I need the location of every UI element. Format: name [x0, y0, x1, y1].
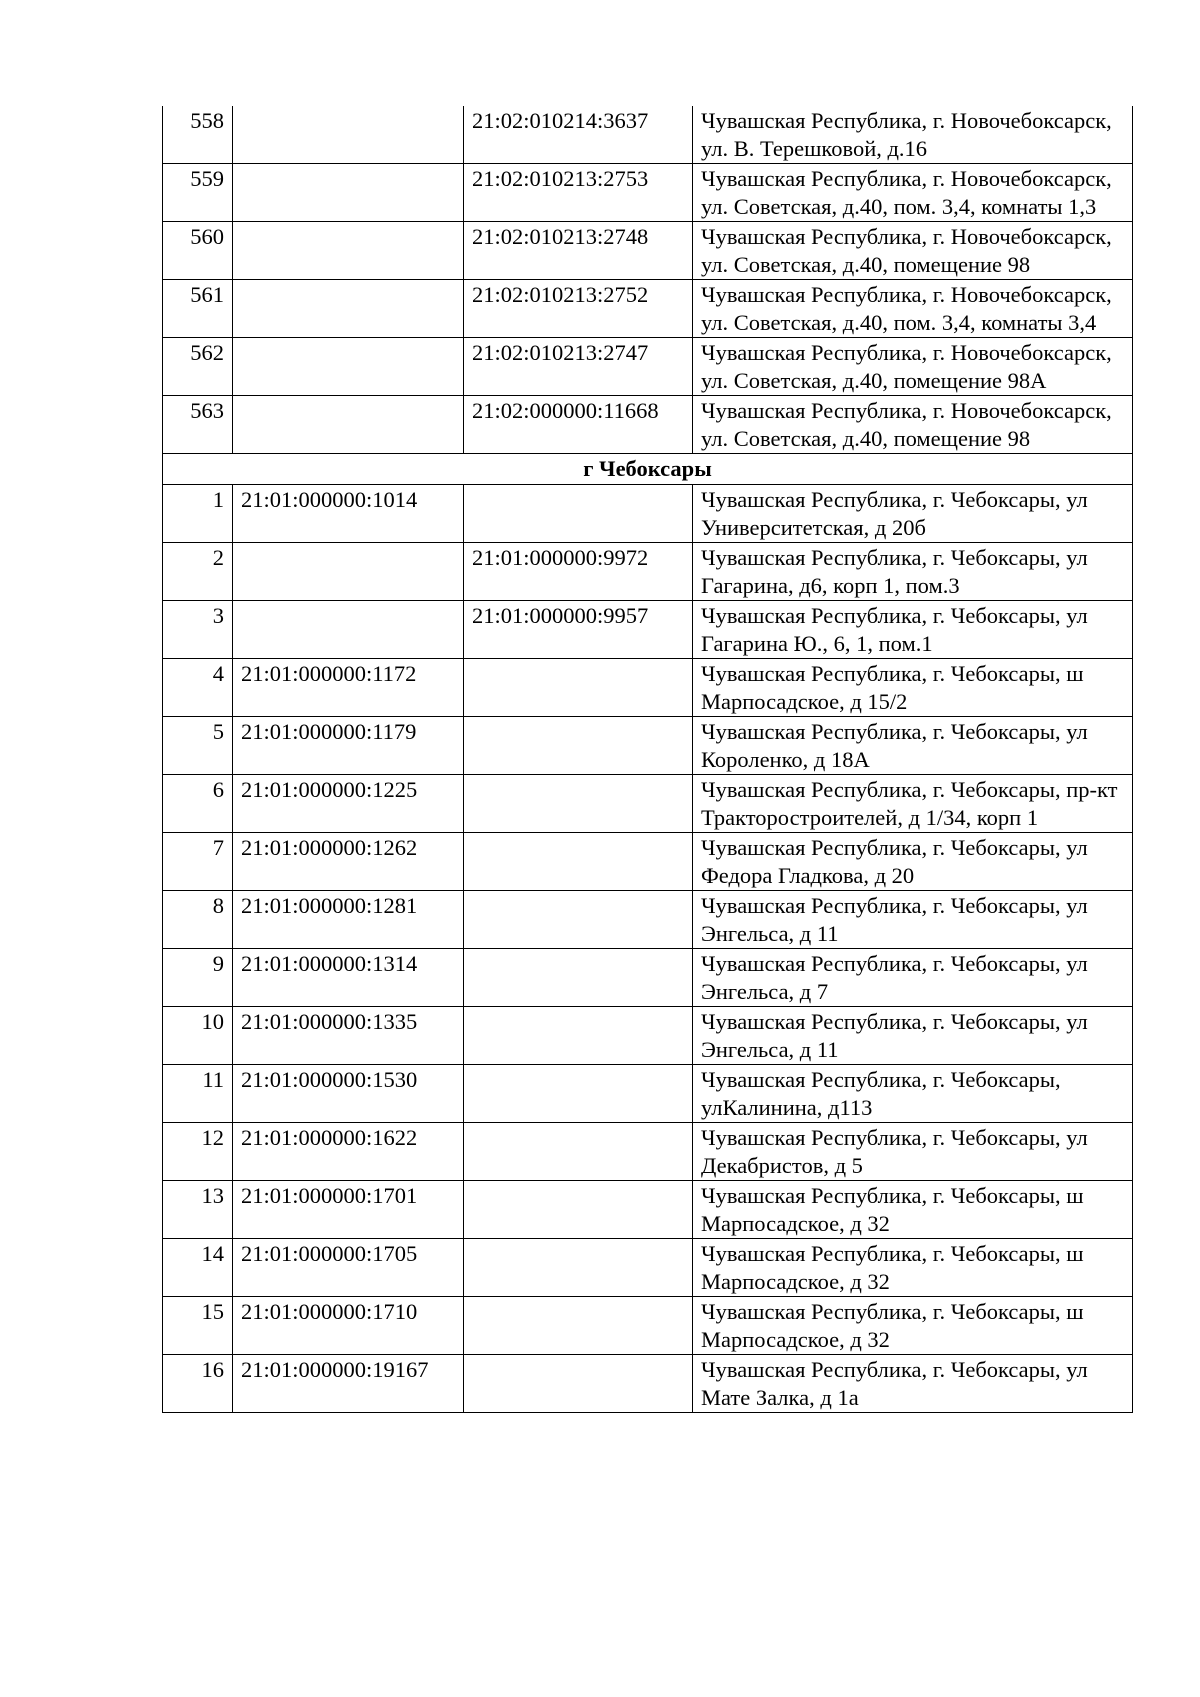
table-row	[163, 833, 1133, 891]
cadastral-number-2-cell	[464, 1065, 693, 1123]
cadastral-number-2-cell: 21:02:010213:2748	[464, 222, 693, 280]
row-number-cell: 561	[163, 280, 233, 338]
row-number-cell: 560	[163, 222, 233, 280]
row-number-cell: 14	[163, 1239, 233, 1297]
cadastral-number-1-cell: 21:01:000000:1014	[233, 485, 464, 543]
table-row	[163, 949, 1133, 1007]
address-cell: Чувашская Республика, г. Чебоксары, ш Марпосадское, д 15/2	[693, 659, 1133, 717]
address-cell: Чувашская Республика, г. Чебоксары, ш Марпосадское, д 32	[693, 1181, 1133, 1239]
section-chebоksary	[163, 454, 1133, 485]
table-row	[163, 717, 1133, 775]
cadastral-number-2-cell	[464, 717, 693, 775]
section-title: г Чебоксары	[163, 454, 1133, 485]
property-table	[162, 106, 1133, 1413]
cadastral-number-2-cell	[464, 1007, 693, 1065]
cadastral-number-2-cell: 21:01:000000:9972	[464, 543, 693, 601]
cadastral-number-1-cell: 21:01:000000:1701	[233, 1181, 464, 1239]
table-row	[163, 1239, 1133, 1297]
cadastral-number-1-cell: 21:01:000000:1262	[233, 833, 464, 891]
cadastral-number-1-cell	[233, 222, 464, 280]
row-number-cell: 8	[163, 891, 233, 949]
cadastral-number-2-cell	[464, 775, 693, 833]
address-cell: Чувашская Республика, г. Новочебоксарск, ул. Советская, д.40, помещение 98А	[693, 338, 1133, 396]
table-row	[163, 396, 1133, 454]
address-cell: Чувашская Республика, г. Новочебоксарск, ул. В. Терешковой, д.16	[693, 106, 1133, 164]
cadastral-number-1-cell: 21:01:000000:1710	[233, 1297, 464, 1355]
address-cell: Чувашская Республика, г. Чебоксары, пр-кт Тракторостроителей, д 1/34, корп 1	[693, 775, 1133, 833]
cadastral-number-2-cell	[464, 1123, 693, 1181]
cadastral-number-1-cell	[233, 543, 464, 601]
table-row	[163, 659, 1133, 717]
table-row	[163, 1007, 1133, 1065]
row-number-cell: 4	[163, 659, 233, 717]
address-cell: Чувашская Республика, г. Чебоксары, ул Энгельса, д 7	[693, 949, 1133, 1007]
row-number-cell: 16	[163, 1355, 233, 1413]
rows-before-section	[163, 106, 1133, 454]
cadastral-number-1-cell: 21:01:000000:1705	[233, 1239, 464, 1297]
row-number-cell: 3	[163, 601, 233, 659]
cadastral-number-2-cell: 21:02:000000:11668	[464, 396, 693, 454]
cadastral-number-1-cell	[233, 164, 464, 222]
cadastral-number-1-cell: 21:01:000000:1281	[233, 891, 464, 949]
cadastral-number-2-cell	[464, 949, 693, 1007]
cadastral-number-1-cell: 21:01:000000:1172	[233, 659, 464, 717]
address-cell: Чувашская Республика, г. Чебоксары, ул Короленко, д 18А	[693, 717, 1133, 775]
row-number-cell: 2	[163, 543, 233, 601]
cadastral-number-2-cell	[464, 485, 693, 543]
address-cell: Чувашская Республика, г. Чебоксары, ул Университетская, д 20б	[693, 485, 1133, 543]
address-cell: Чувашская Республика, г. Чебоксары, ул Мате Залка, д 1а	[693, 1355, 1133, 1413]
cadastral-number-2-cell	[464, 659, 693, 717]
cadastral-number-1-cell	[233, 280, 464, 338]
cadastral-number-1-cell: 21:01:000000:1225	[233, 775, 464, 833]
row-number-cell: 563	[163, 396, 233, 454]
cadastral-number-1-cell: 21:01:000000:1179	[233, 717, 464, 775]
row-number-cell: 1	[163, 485, 233, 543]
row-number-cell: 558	[163, 106, 233, 164]
cadastral-number-1-cell	[233, 396, 464, 454]
table-row	[163, 164, 1133, 222]
cadastral-number-1-cell: 21:01:000000:1530	[233, 1065, 464, 1123]
section-header-row	[163, 454, 1133, 485]
rows-after-section	[163, 485, 1133, 1413]
row-number-cell: 11	[163, 1065, 233, 1123]
cadastral-number-2-cell	[464, 891, 693, 949]
table-row	[163, 222, 1133, 280]
address-cell: Чувашская Республика, г. Новочебоксарск, ул. Советская, д.40, пом. 3,4, комнаты 3,4	[693, 280, 1133, 338]
address-cell: Чувашская Республика, г. Новочебоксарск, ул. Советская, д.40, помещение 98	[693, 222, 1133, 280]
row-number-cell: 9	[163, 949, 233, 1007]
address-cell: Чувашская Республика, г. Новочебоксарск, ул. Советская, д.40, помещение 98	[693, 396, 1133, 454]
cadastral-number-1-cell	[233, 338, 464, 396]
address-cell: Чувашская Республика, г. Чебоксары, ул Гагарина Ю., 6, 1, пом.1	[693, 601, 1133, 659]
cadastral-number-2-cell	[464, 1355, 693, 1413]
row-number-cell: 5	[163, 717, 233, 775]
table-row	[163, 1355, 1133, 1413]
table-row	[163, 280, 1133, 338]
address-cell: Чувашская Республика, г. Чебоксары, ш Марпосадское, д 32	[693, 1239, 1133, 1297]
cadastral-number-2-cell: 21:01:000000:9957	[464, 601, 693, 659]
cadastral-number-1-cell: 21:01:000000:1622	[233, 1123, 464, 1181]
cadastral-number-2-cell	[464, 1181, 693, 1239]
cadastral-number-2-cell: 21:02:010213:2747	[464, 338, 693, 396]
cadastral-number-2-cell: 21:02:010213:2753	[464, 164, 693, 222]
table-row	[163, 891, 1133, 949]
address-cell: Чувашская Республика, г. Чебоксары, улКалинина, д113	[693, 1065, 1133, 1123]
address-cell: Чувашская Республика, г. Чебоксары, ш Марпосадское, д 32	[693, 1297, 1133, 1355]
row-number-cell: 13	[163, 1181, 233, 1239]
table-row	[163, 601, 1133, 659]
address-cell: Чувашская Республика, г. Чебоксары, ул Энгельса, д 11	[693, 891, 1133, 949]
cadastral-number-2-cell: 21:02:010214:3637	[464, 106, 693, 164]
row-number-cell: 6	[163, 775, 233, 833]
address-cell: Чувашская Республика, г. Чебоксары, ул Декабристов, д 5	[693, 1123, 1133, 1181]
cadastral-number-1-cell: 21:01:000000:19167	[233, 1355, 464, 1413]
cadastral-number-2-cell	[464, 1239, 693, 1297]
address-cell: Чувашская Республика, г. Чебоксары, ул Федора Гладкова, д 20	[693, 833, 1133, 891]
table-row	[163, 338, 1133, 396]
cadastral-number-2-cell: 21:02:010213:2752	[464, 280, 693, 338]
row-number-cell: 7	[163, 833, 233, 891]
row-number-cell: 10	[163, 1007, 233, 1065]
row-number-cell: 562	[163, 338, 233, 396]
table-row	[163, 1181, 1133, 1239]
table-row	[163, 1065, 1133, 1123]
address-cell: Чувашская Республика, г. Чебоксары, ул Гагарина, д6, корп 1, пом.3	[693, 543, 1133, 601]
table-row	[163, 1123, 1133, 1181]
table-row	[163, 106, 1133, 164]
cadastral-number-1-cell	[233, 106, 464, 164]
cadastral-number-2-cell	[464, 1297, 693, 1355]
cadastral-number-1-cell	[233, 601, 464, 659]
table-row	[163, 775, 1133, 833]
table-row	[163, 1297, 1133, 1355]
cadastral-number-1-cell: 21:01:000000:1314	[233, 949, 464, 1007]
cadastral-number-2-cell	[464, 833, 693, 891]
table-row	[163, 543, 1133, 601]
row-number-cell: 559	[163, 164, 233, 222]
row-number-cell: 12	[163, 1123, 233, 1181]
row-number-cell: 15	[163, 1297, 233, 1355]
cadastral-number-1-cell: 21:01:000000:1335	[233, 1007, 464, 1065]
table-row	[163, 485, 1133, 543]
address-cell: Чувашская Республика, г. Чебоксары, ул Энгельса, д 11	[693, 1007, 1133, 1065]
address-cell: Чувашская Республика, г. Новочебоксарск, ул. Советская, д.40, пом. 3,4, комнаты 1,3	[693, 164, 1133, 222]
